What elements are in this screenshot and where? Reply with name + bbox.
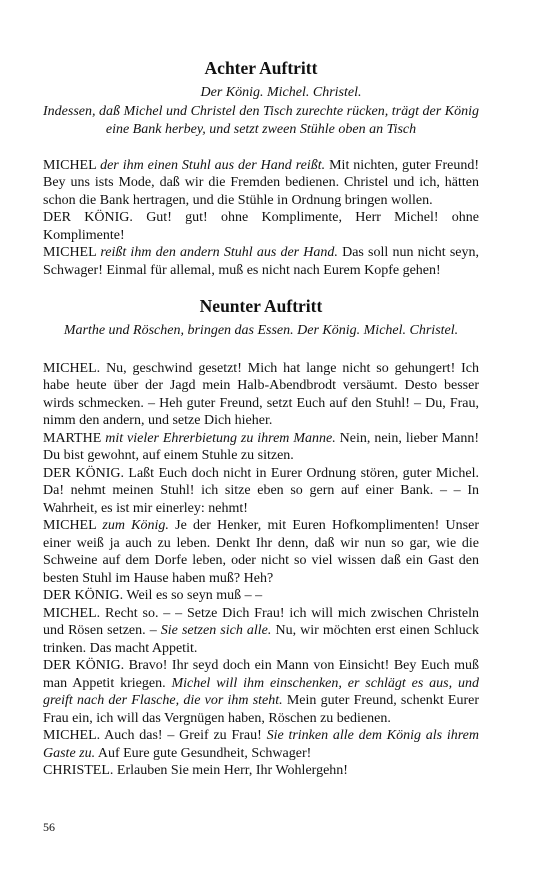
- scene-cast: Der König. Michel. Christel.: [200, 85, 362, 100]
- speech-line: [43, 762, 479, 780]
- inline-stage-direction: der ihm einen Stuhl aus der Hand reißt.: [100, 157, 326, 173]
- speaker-name: MICHEL.: [43, 728, 105, 743]
- stage-direction: Indessen, daß Michel und Christel den Tisch zurechte rücken, trägt der König eine Bank herbey, und setzt zween Stühle oben an Tisch: [43, 103, 479, 137]
- scene-title-achter-auftritt: Achter Auftritt: [204, 58, 318, 78]
- speech-line: [43, 657, 479, 727]
- speech-text: Das soll nun nicht seyn, Schwager! Einmal für allemal, muß es nicht nach Eurem Kopfe gehen!: [43, 245, 479, 278]
- inline-stage-direction: reißt ihm den andern Stuhl aus der Hand.: [100, 245, 338, 260]
- speaker-name: DER KÖNIG.: [43, 210, 147, 225]
- speech-line: [43, 517, 479, 587]
- speech-line: [43, 157, 479, 210]
- speech-line: [43, 360, 479, 430]
- speaker-name: DER KÖNIG.: [43, 465, 129, 481]
- speech-text: Recht so. – – Setze Dich Frau! ich will mich zwischen Christeln und Rösen setzen. –: [43, 605, 479, 638]
- speech-text: Weil es so seyn muß – –: [126, 588, 263, 603]
- speech-text: Nu, geschwind gesetzt! Mich hat lange nicht so gehungert! Ich habe heute über der Jagd mein Halb-Abendbrodt versäumt. Desto besser wirds schmecken. – Heh guter Freund, setzt Euch auf den Stuhl! – Du, Frau, nimm den andern, und setze Dich hieher.: [43, 360, 479, 428]
- speech-line: [43, 605, 479, 658]
- scene-dialogue: [43, 360, 479, 780]
- speech-line: [43, 587, 479, 605]
- speaker-name: MICHEL: [43, 245, 101, 260]
- speech-text: Mein guter Freund, schenkt Eurer Frau ein, ich will das Vergnügen haben, Röschen zu bedienen.: [43, 693, 479, 726]
- speech-line: [43, 727, 479, 762]
- inline-stage-direction: Sie setzen sich alle.: [160, 623, 272, 638]
- speech-text: Mit nichten, guter Freund! Bey uns ists Mode, daß wir die Fremden bedienen. Christel und ich, hätten schon die Bank hertragen, und die Stühle in Ordnung bringen wollen.: [43, 157, 479, 208]
- page-number: 56: [43, 820, 55, 834]
- speaker-name: MICHEL: [43, 518, 103, 533]
- speech-text: Nein, nein, lieber Mann! Du bist gewohnt, auf einem Stuhle zu sitzen.: [43, 430, 479, 463]
- speech-text: Bravo! Ihr seyd doch ein Mann von Einsicht! Bey Euch muß man Appetit kriegen.: [43, 658, 480, 691]
- speech-text: Nu, wir möchten erst einen Schluck trinken. Das macht Appetit.: [43, 623, 479, 656]
- scene-cast: Marthe und Röschen, bringen das Essen. Der König. Michel. Christel.: [63, 323, 459, 338]
- speech-line: [43, 465, 479, 518]
- speaker-name: DER KÖNIG.: [43, 588, 127, 603]
- speaker-name: MICHEL.: [43, 360, 107, 376]
- speech-line: [43, 209, 479, 244]
- speech-text: Je der Henker, mit Euren Hofkomplimenten! Unser einer weiß ja auch zu leben. Denkt Ihr denn, daß wir nun so gar, wie die Schweine auf dem Dorfe leben, oder nicht so viel wissen daß ein Gast den besten Stuhl im Hause haben muß? Heh?: [43, 518, 479, 586]
- speech-text: Auf Eure gute Gesundheit, Schwager!: [95, 745, 312, 761]
- scene-title-neunter-auftritt: Neunter Auftritt: [199, 296, 323, 316]
- speaker-name: MICHEL.: [43, 605, 106, 621]
- speech-text: Auch das! – Greif zu Frau!: [104, 728, 267, 743]
- speaker-name: MARTHE: [43, 430, 106, 446]
- speaker-name: CHRISTEL.: [43, 763, 117, 778]
- speech-text: Laßt Euch doch nicht in Eurer Ordnung stören, guter Michel. Da! nehmt meinen Stuhl! ich sitze eben so gern auf einer Bank. – – In Wahrheit, es ist mir einerley: nehmt!: [43, 465, 480, 516]
- inline-stage-direction: Michel will ihm einschenken, er schlägt es aus, und greift nach der Flasche, die vor ihm steht.: [43, 675, 479, 708]
- speech-text: Gut! gut! ohne Komplimente, Herr Michel! ohne Komplimente!: [43, 210, 480, 243]
- speech-line: [43, 244, 479, 279]
- speaker-name: MICHEL: [43, 157, 101, 173]
- inline-stage-direction: mit vieler Ehrerbietung zu ihrem Manne.: [105, 430, 336, 446]
- scene-dialogue: [43, 157, 479, 280]
- speech-text: Erlauben Sie mein Herr, Ihr Wohlergehn!: [116, 763, 348, 778]
- speech-line: [43, 430, 479, 465]
- inline-stage-direction: zum König.: [102, 518, 169, 533]
- speaker-name: DER KÖNIG.: [43, 658, 129, 673]
- inline-stage-direction: Sie trinken alle dem König als ihrem Gaste zu.: [43, 728, 479, 761]
